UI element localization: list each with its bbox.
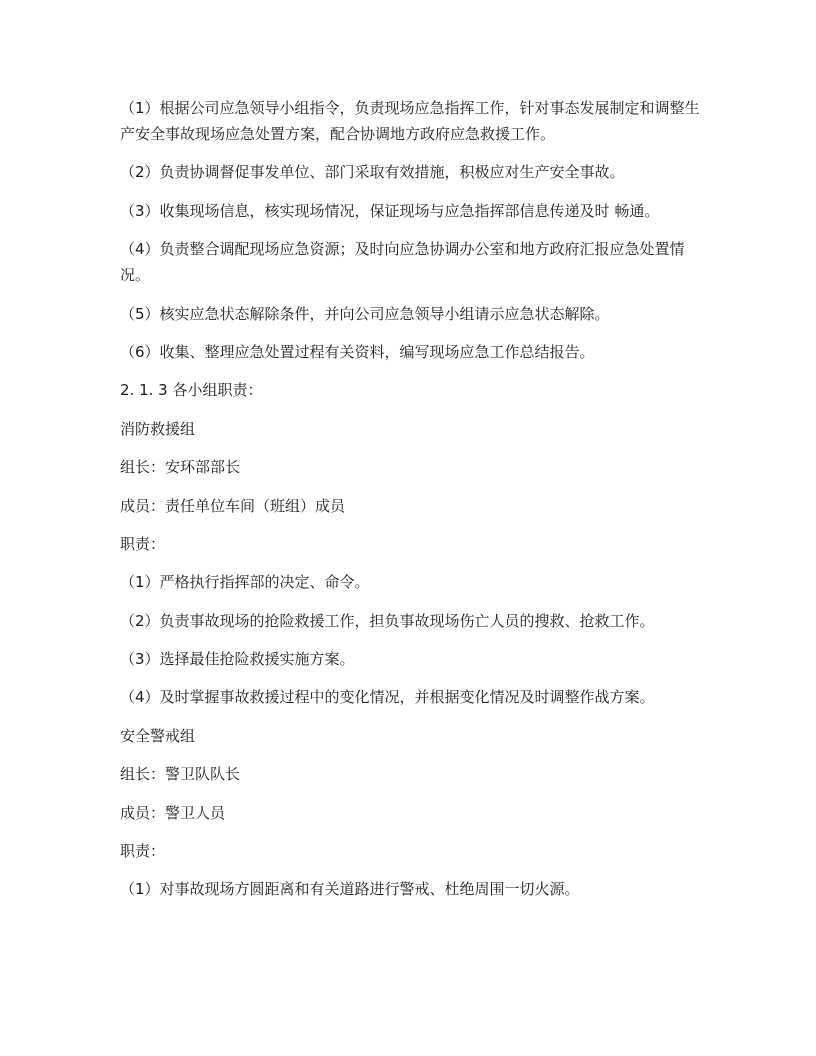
document-page bbox=[120, 95, 700, 915]
fire-rescue-members: 成员：责任单位车间（班组）成员 bbox=[120, 496, 346, 515]
group-title-fire-rescue: 消防救援组 bbox=[120, 419, 196, 438]
fire-rescue-duty-4: （4）及时掌握事故救援过程中的变化情况，并根据变化情况及时调整作战方案。 bbox=[120, 688, 655, 707]
command-duty-3: （3）收集现场信息，核实现场情况，保证现场与应急指挥部信息传递及时 畅通。 bbox=[120, 201, 660, 220]
fire-rescue-duty-3: （3）选择最佳抢险救援实施方案。 bbox=[120, 650, 355, 669]
security-guard-duty-1: （1）对事故现场方圆距离和有关道路进行警戒、杜绝周围一切火源。 bbox=[120, 880, 580, 899]
group-title-security-guard: 安全警戒组 bbox=[120, 726, 196, 745]
security-guard-leader: 组长：警卫队队长 bbox=[120, 765, 241, 784]
command-duty-5: （5）核实应急状态解除条件，并向公司应急领导小组请示应急状态解除。 bbox=[120, 304, 610, 323]
command-duty-1: （1）根据公司应急领导小组指令，负责现场应急指挥工作，针对事态发展制定和调整生产安全事故现场应急处置方案，配合协调地方政府应急救援工作。 bbox=[120, 99, 700, 143]
security-guard-duties-label: 职责： bbox=[120, 842, 166, 861]
command-duty-6: （6）收集、整理应急处置过程有关资料，编写现场应急工作总结报告。 bbox=[120, 342, 595, 361]
fire-rescue-duty-1: （1）严格执行指挥部的决定、命令。 bbox=[120, 573, 370, 592]
fire-rescue-duties-label: 职责： bbox=[120, 534, 166, 553]
fire-rescue-leader: 组长：安环部部长 bbox=[120, 458, 241, 477]
command-duty-2: （2）负责协调督促事发单位、部门采取有效措施，积极应对生产安全事故。 bbox=[120, 163, 625, 182]
security-guard-members: 成员：警卫人员 bbox=[120, 803, 226, 822]
section-heading-group-duties: 2. 1. 3 各小组职责： bbox=[120, 381, 263, 400]
command-duty-4: （4）负责整合调配现场应急资源；及时向应急协调办公室和地方政府汇报应急处置情况。 bbox=[120, 240, 685, 285]
fire-rescue-duty-2: （2）负责事故现场的抢险救援工作，担负事故现场伤亡人员的搜救、抢救工作。 bbox=[120, 611, 655, 630]
